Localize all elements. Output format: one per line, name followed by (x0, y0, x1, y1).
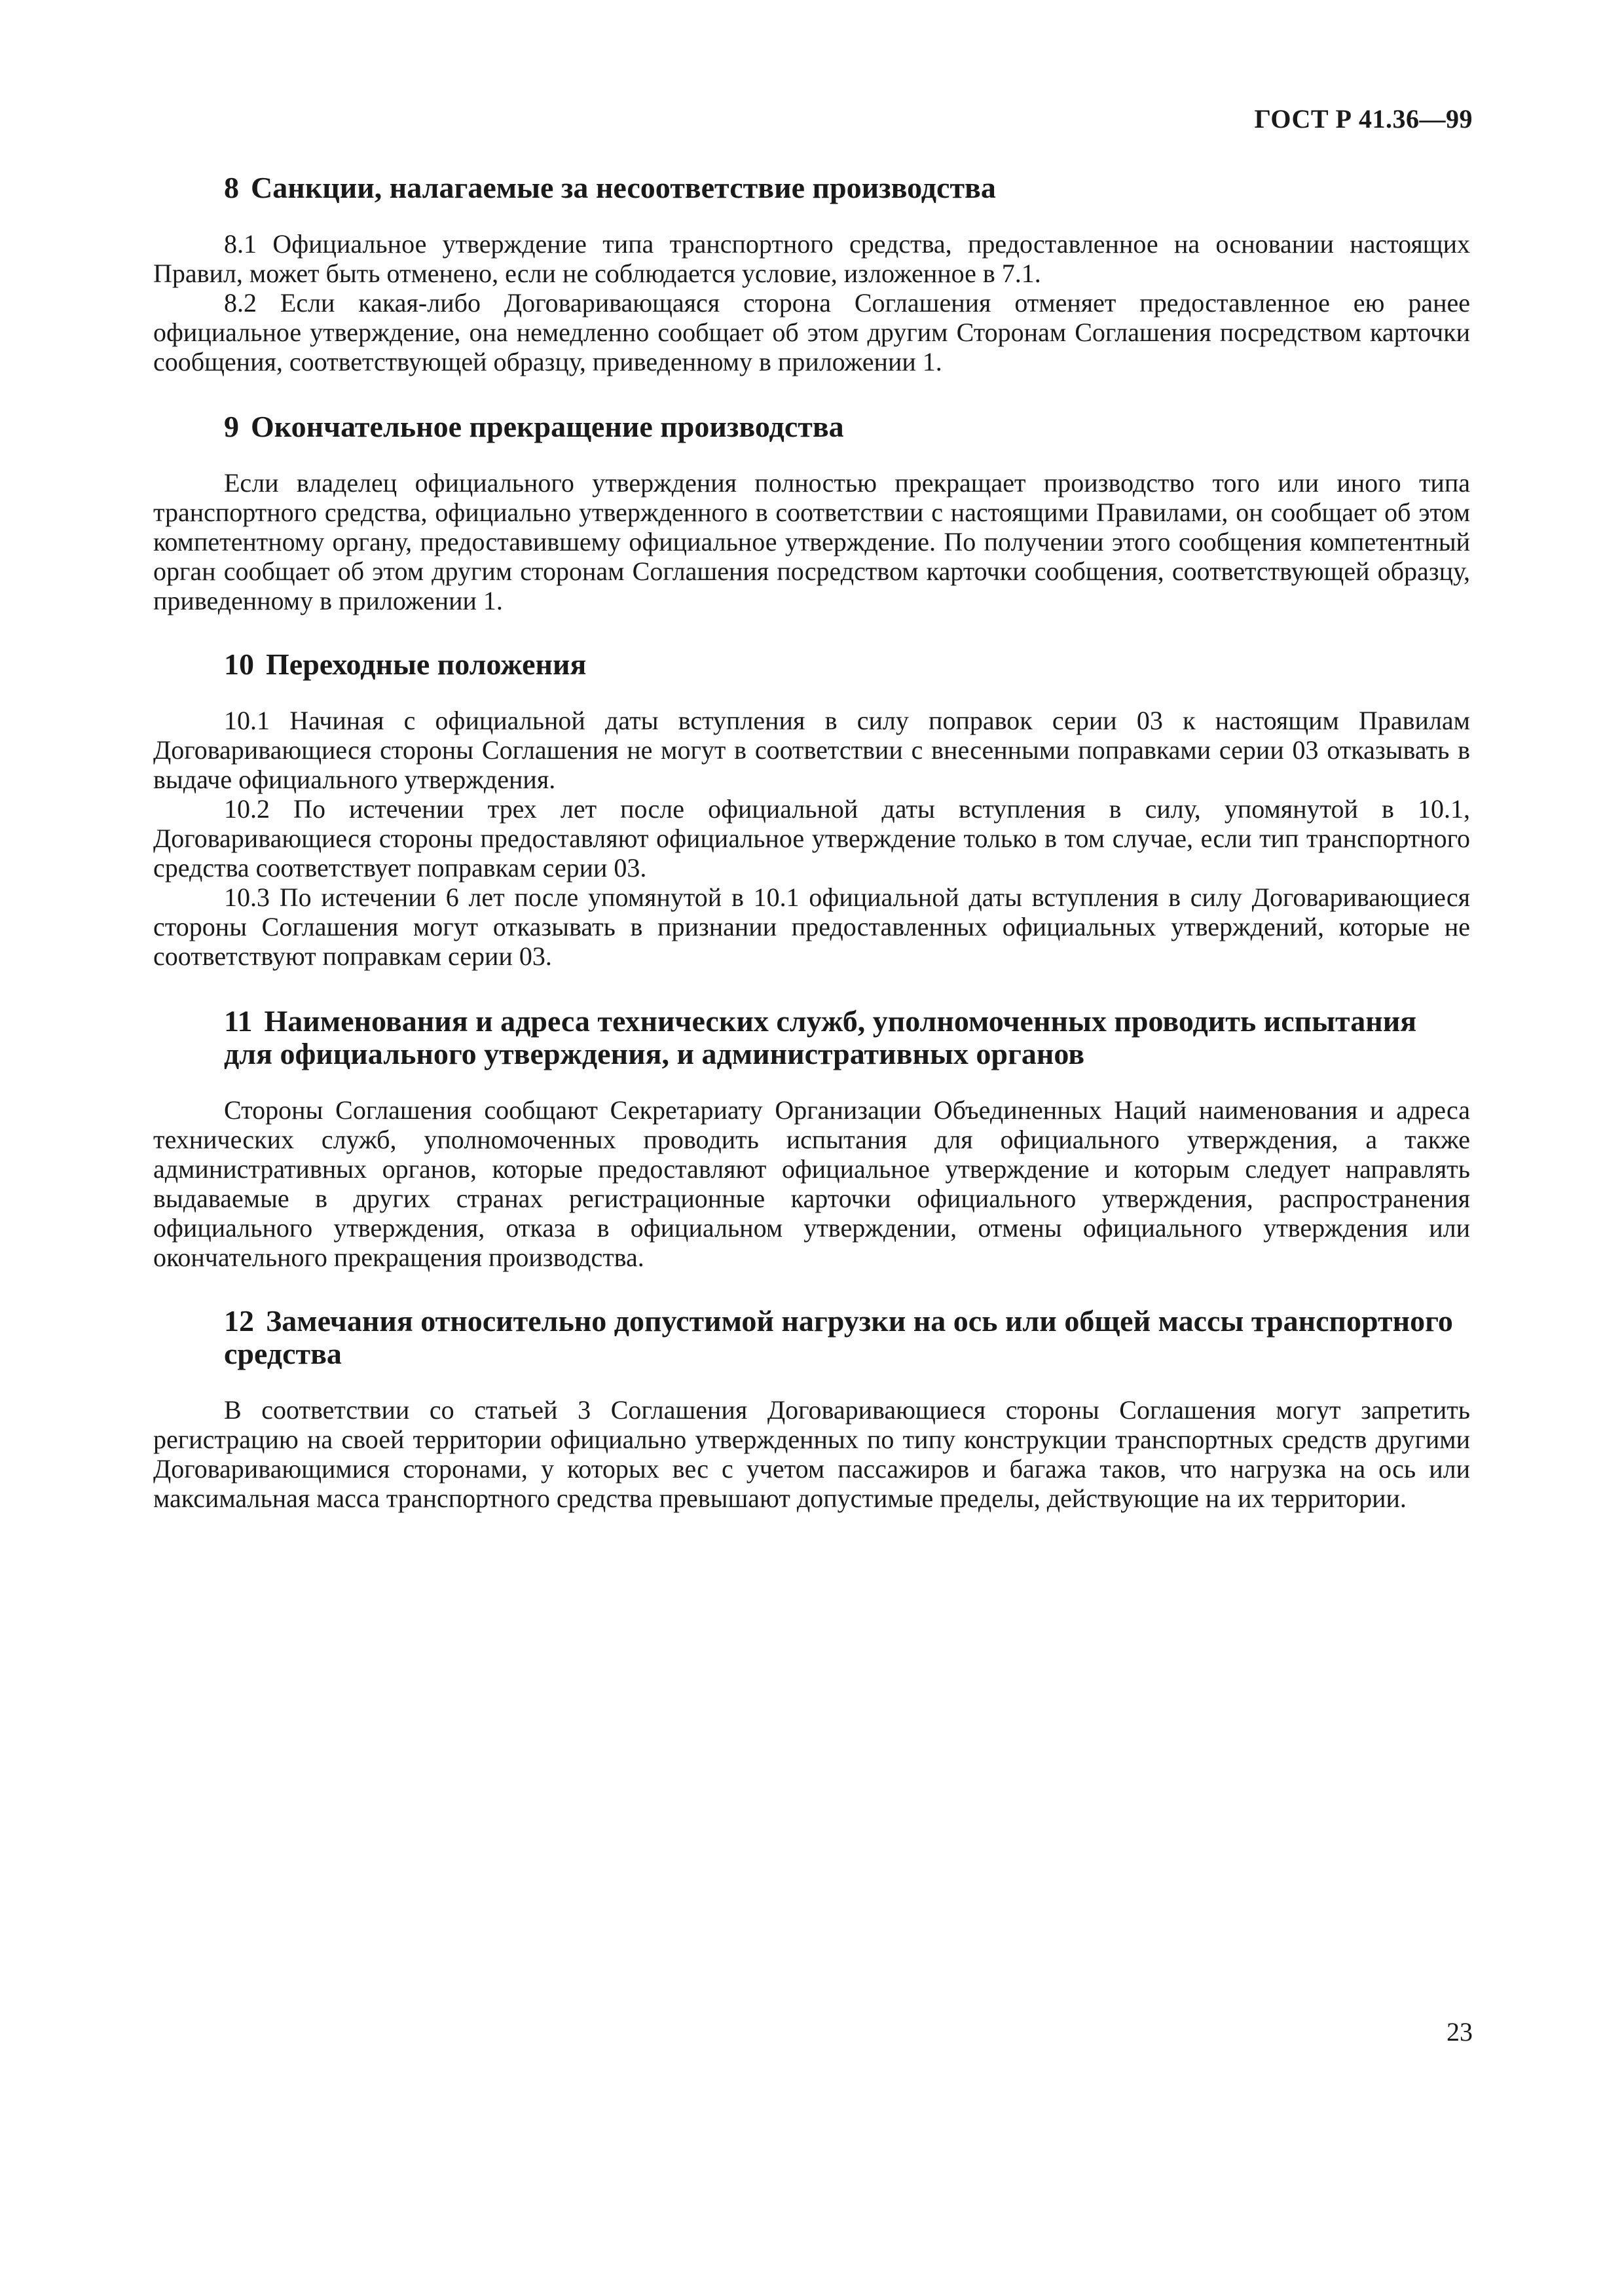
paragraph: 10.1 Начиная с официальной даты вступления в силу поправок серии 03 к настоящим Правилам Договаривающиеся стороны Соглашения не могут в соответствии с внесенными поправками серии 03 отказывать в выдаче официального утверждения. (153, 706, 1470, 794)
section-number: 12 (224, 1304, 254, 1338)
paragraph: 8.1 Официальное утверждение типа транспортного средства, предоставленное на основании настоящих Правил, может быть отменено, если не соблюдается условие, изложенное в 7.1. (153, 229, 1470, 288)
section-title: Санкции, налагаемые за несоответствие производства (251, 171, 996, 204)
section-10 (153, 648, 1470, 971)
section-number: 11 (224, 1004, 253, 1038)
section-number: 9 (224, 410, 239, 443)
paragraph: Если владелец официального утверждения полностью прекращает производство того или иного типа транспортного средства, официально утвержденного в соответствии с настоящими Правилами, он сообщает об этом компетентному органу, предоставившему официальное утверждение. По получении этого сообщения компетентный орган сообщает об этом другим сторонам Соглашения посредством карточки сообщения, соответствующей образцу, приведенному в приложении 1. (153, 468, 1470, 615)
section-heading (153, 648, 1470, 681)
section-heading (153, 172, 1470, 204)
paragraph: 10.2 По истечении трех лет после официальной даты вступления в силу, упомянутой в 10.1, Договаривающиеся стороны предоставляют официальное утверждение только в том случае, если тип транспортного средства соответствует поправкам серии 03. (153, 794, 1470, 883)
section-title: Наименования и адреса технических служб, уполномоченных проводить испытания для официального утверждения, и административных органов (224, 1004, 1417, 1070)
section-8 (153, 172, 1470, 376)
section-heading (153, 1305, 1470, 1370)
section-title: Замечания относительно допустимой нагрузки на ось или общей массы транспортного средства (224, 1304, 1453, 1370)
paragraph: 10.3 По истечении 6 лет после упомянутой в 10.1 официальной даты вступления в силу Договаривающиеся стороны Соглашения могут отказывать в признании предоставленных официальных утверждений, которые не соответствуют поправкам серии 03. (153, 883, 1470, 971)
page-number: 23 (1447, 2017, 1473, 2047)
section-number: 8 (224, 171, 239, 204)
paragraph: В соответствии со статьей 3 Соглашения Договаривающиеся стороны Соглашения могут запретить регистрацию на своей территории официально утвержденных по типу конструкции транспортных средств другими Договаривающимися сторонами, у которых вес с учетом пассажиров и багажа таков, что нагрузка на ось или максимальная масса транспортного средства превышают допустимые пределы, действующие на их территории. (153, 1395, 1470, 1513)
section-number: 10 (224, 647, 254, 681)
section-9 (153, 410, 1470, 615)
paragraph: 8.2 Если какая-либо Договаривающаяся сторона Соглашения отменяет предоставленное ею ранее официальное утверждение, она немедленно сообщает об этом другим Сторонам Соглашения посредством карточки сообщения, соответствующей образцу, приведенному в приложении 1. (153, 288, 1470, 376)
section-12 (153, 1305, 1470, 1513)
paragraph: Стороны Соглашения сообщают Секретариату Организации Объединенных Наций наименования и адреса технических служб, уполномоченных проводить испытания для официального утверждения, а также административных органов, которые предоставляют официальное утверждение и которым следует направлять выдаваемые в других странах регистрационные карточки официального утверждения, распространения официального утверждения, отказа в официальном утверждении, отмены официального утверждения или окончательного прекращения производства. (153, 1095, 1470, 1272)
section-heading (153, 410, 1470, 443)
section-heading (153, 1005, 1470, 1070)
document-body (153, 172, 1470, 1513)
section-11 (153, 1005, 1470, 1272)
section-title: Переходные положения (266, 647, 587, 681)
section-title: Окончательное прекращение производства (251, 410, 844, 443)
document-code: ГОСТ Р 41.36—99 (1254, 104, 1473, 134)
